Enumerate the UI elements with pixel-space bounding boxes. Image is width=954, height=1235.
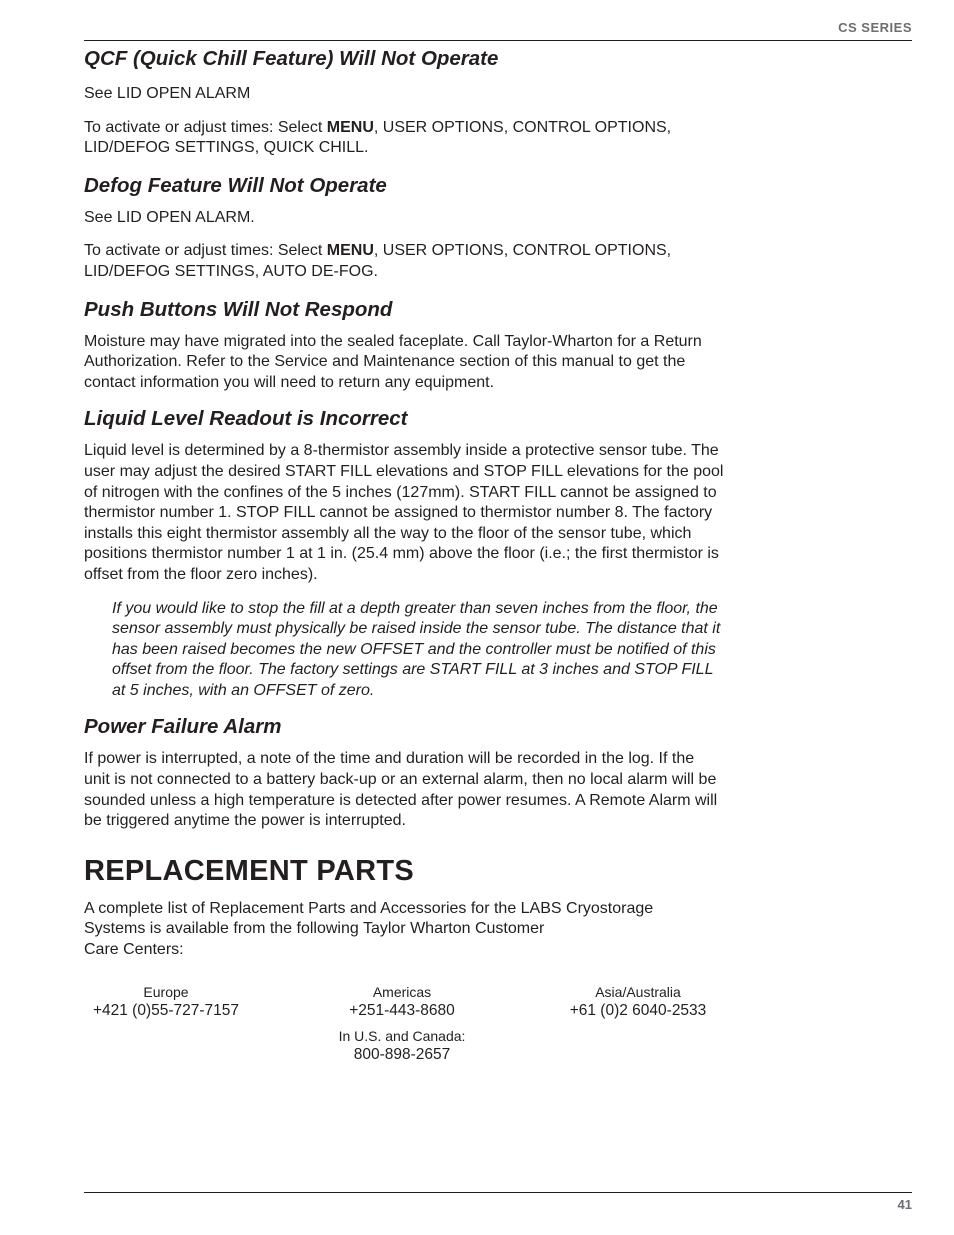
phone-americas: +251-443-8680 [349,1002,455,1019]
contact-americas [320,984,484,1064]
phone-asia-australia: +61 (0)2 6040-2533 [569,1002,707,1019]
footer-rule [84,1192,912,1193]
qcf-p2-prefix: To activate or adjust times: Select [84,118,327,136]
liquid-paragraph: Liquid level is determined by a 8-thermistor assembly inside a protective sensor tube. The user may adjust the desired START FILL elevations and STOP FILL elevations for the pool of nitrogen with the confines of the 5 inches (127mm). START FILL cannot be assigned to thermistor number 1. STOP FILL cannot be assigned to thermistor number 8. The factory installs this eight thermistor assembly all the way to the floor of the sensor tube, which positions thermistor number 1 at 1 in. (25.4 mm) above the floor (i.e.; the first thermistor is offset from the floor zero inches). [84,442,724,583]
qcf-paragraph-1: See LID OPEN ALARM [84,85,251,102]
replacement-parts-heading: REPLACEMENT PARTS [84,854,415,887]
header-rule [84,40,912,41]
defog-paragraph-1: See LID OPEN ALARM. [84,208,255,226]
series-label: CS SERIES [838,20,912,35]
us-canada-label: In U.S. and Canada: [338,1028,466,1044]
region-asia-australia: Asia/Australia [595,984,681,1000]
contact-europe [84,984,248,1020]
defog-paragraph-2 [84,241,724,282]
replacement-intro-line-3: Care Centers: [84,941,184,959]
phone-us-canada: 800-898-2657 [353,1046,451,1063]
defog-menu-keyword: MENU [326,242,374,260]
section-title-defog: Defog Feature Will Not Operate [84,173,387,197]
region-europe: Europe [143,984,189,1000]
section-title-qcf: QCF (Quick Chill Feature) Will Not Operate [84,47,499,70]
qcf-paragraph-2 [84,118,724,159]
section-title-liquid-level: Liquid Level Readout is Incorrect [84,407,408,431]
main-content [84,46,724,961]
qcf-p2-suffix: , USER OPTIONS, CONTROL OPTIONS, LID/DEFOG SETTINGS, QUICK CHILL. [84,118,672,157]
qcf-menu-keyword: MENU [326,118,374,136]
section-title-push-buttons: Push Buttons Will Not Respond [84,297,393,321]
push-paragraph: Moisture may have migrated into the sealed faceplate. Call Taylor-Wharton for a Return Authorization. Refer to the Service and Maintenance section of this manual to get the contact information you will need to return any equipment. [84,332,702,391]
section-title-power-failure: Power Failure Alarm [84,715,282,739]
liquid-note: If you would like to stop the fill at a depth greater than seven inches from the floor, the sensor assembly must physically be raised inside the sensor tube. The distance that it has been raised becomes the new OFFSET and the controller must be notified of this offset from the floor. The factory settings are START FILL at 3 inches and STOP FILL at 5 inches, with an OFFSET of zero. [112,599,721,699]
defog-p2-suffix: , USER OPTIONS, CONTROL OPTIONS, LID/DEFOG SETTINGS, AUTO DE-FOG. [84,242,672,280]
phone-europe: +421 (0)55-727-7157 [92,1002,240,1019]
care-center-contacts [84,984,724,1074]
contact-asia-australia [556,984,720,1020]
replacement-intro [84,899,724,961]
page-number: 41 [897,1197,912,1212]
defog-p2-prefix: To activate or adjust times: Select [84,242,327,260]
power-paragraph: If power is interrupted, a note of the time and duration will be recorded in the log. If the unit is not connected to a battery back-up or an external alarm, then no local alarm will be sounded unless a high temperature is detected after power resumes. A Remote Alarm will be triggered anytime the power is interrupted. [84,750,718,830]
replacement-intro-line-1: A complete list of Replacement Parts and Accessories for the LABS Cryostorage [84,899,654,917]
region-americas: Americas [372,984,432,1000]
replacement-intro-line-2: Systems is available from the following Taylor Wharton Customer [84,920,545,938]
